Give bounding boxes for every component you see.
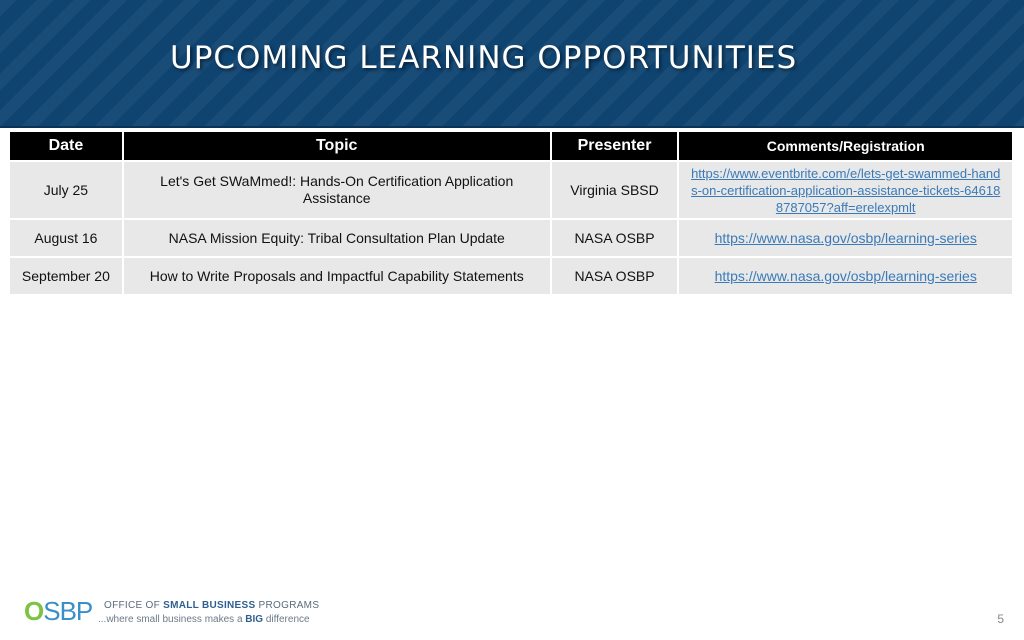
osbp-logo-mark (24, 596, 92, 627)
logo-office-name (104, 600, 319, 611)
header-topic: Topic (124, 132, 550, 160)
header-presenter: Presenter (552, 132, 678, 160)
osbp-logo (24, 596, 324, 630)
logo-o-letter: O (24, 596, 44, 626)
header-date: Date (10, 132, 122, 160)
topic-cell: Let's Get SWaMmed!: Hands-On Certification Application Assistance (124, 162, 550, 218)
office-name-part: PROGRAMS (255, 600, 320, 611)
presenter-cell: NASA OSBP (552, 258, 678, 294)
tagline-bold: BIG (245, 614, 264, 625)
presenter-cell: NASA OSBP (552, 220, 678, 256)
date-cell: September 20 (10, 258, 122, 294)
topic-cell: NASA Mission Equity: Tribal Consultation Plan Update (124, 220, 550, 256)
page-title: UPCOMING LEARNING OPPORTUNITIES (170, 40, 798, 76)
registration-link[interactable]: https://www.eventbrite.com/e/lets-get-swammed-hands-on-certification-application-assistance-tickets-646188787057?aff=erelexpmlt (679, 162, 1012, 218)
table-row (10, 258, 1012, 294)
title-banner (0, 0, 1024, 128)
office-name-bold: SMALL BUSINESS (163, 600, 256, 611)
tagline-part: difference (263, 614, 310, 625)
office-name-part: OFFICE OF (104, 600, 164, 611)
registration-link[interactable]: https://www.nasa.gov/osbp/learning-series (679, 258, 1012, 294)
page-number: 5 (997, 612, 1004, 626)
date-cell: July 25 (10, 162, 122, 218)
date-cell: August 16 (10, 220, 122, 256)
table-row (10, 220, 1012, 256)
tagline-part: ...where small business makes a (98, 614, 246, 625)
registration-link[interactable]: https://www.nasa.gov/osbp/learning-series (679, 220, 1012, 256)
presenter-cell: Virginia SBSD (552, 162, 678, 218)
learning-opportunities-table (8, 130, 1014, 296)
header-comments-registration: Comments/Registration (679, 132, 1012, 160)
table-header-row (10, 132, 1012, 160)
topic-cell: How to Write Proposals and Impactful Capability Statements (124, 258, 550, 294)
logo-sbp-letters: SBP (43, 596, 93, 626)
logo-tagline (98, 614, 310, 625)
table-row (10, 162, 1012, 218)
